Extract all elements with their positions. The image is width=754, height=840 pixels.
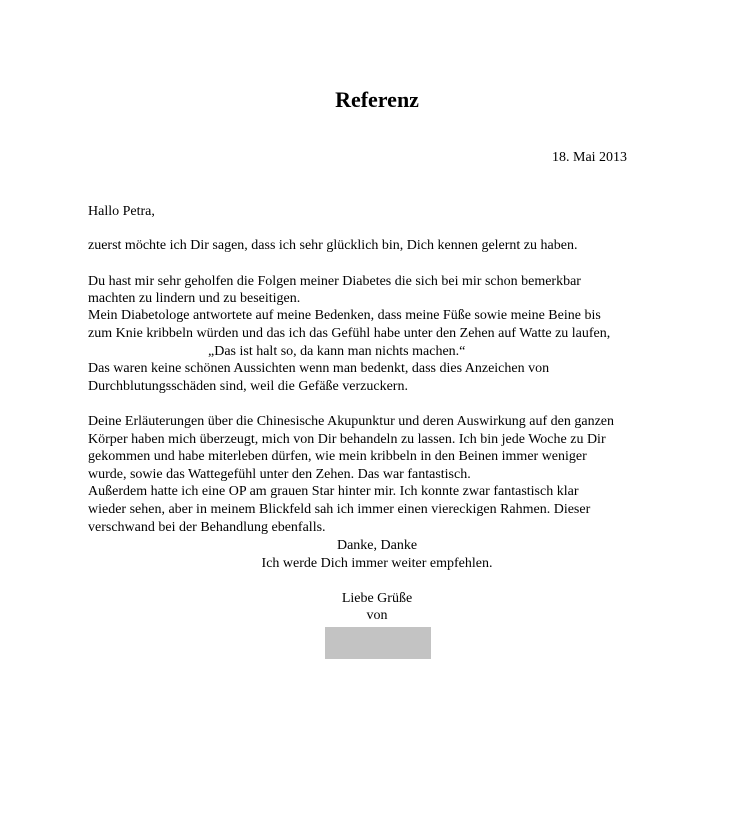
paragraph-2-line-4: zum Knie kribbeln würden und das ich das Gefühl habe unter den Zehen auf Watte zu laufen, [88, 326, 611, 341]
doctor-quote: „Das ist halt so, da kann man nichts machen.“ [208, 344, 466, 359]
paragraph-3-line-3: gekommen und habe miterleben dürfen, wie mein kribbeln in den Beinen immer weniger [88, 449, 587, 464]
greeting: Hallo Petra, [88, 204, 155, 219]
paragraph-3-line-7: verschwand bei der Behandlung ebenfalls. [88, 520, 326, 535]
closing-regards: Liebe Grüße [341, 591, 413, 606]
redacted-signature [325, 627, 431, 659]
intro-paragraph: zuerst möchte ich Dir sagen, dass ich sehr glücklich bin, Dich kennen gelernt zu haben. [88, 238, 578, 253]
paragraph-2-line-7: Durchblutungsschäden sind, weil die Gefäße verzuckern. [88, 379, 408, 394]
document-title: Referenz [335, 87, 419, 112]
paragraph-3-line-5: Außerdem hatte ich eine OP am grauen Star hinter mir. Ich konnte zwar fantastisch klar [88, 484, 579, 499]
paragraph-3-line-6: wieder sehen, aber in meinem Blickfeld sah ich immer einen viereckigen Rahmen. Dieser [88, 502, 591, 517]
paragraph-2-line-2: machten zu lindern und zu beseitigen. [88, 291, 301, 306]
paragraph-3-line-2: Körper haben mich überzeugt, mich von Dir behandeln zu lassen. Ich bin jede Woche zu Dir [88, 432, 606, 447]
paragraph-3-line-1: Deine Erläuterungen über die Chinesische Akupunktur und deren Auswirkung auf den ganzen [88, 414, 615, 429]
paragraph-2-line-6: Das waren keine schönen Aussichten wenn man bedenkt, dass dies Anzeichen von [88, 361, 550, 376]
paragraph-3-line-4: wurde, sowie das Wattegefühl unter den Zehen. Das war fantastisch. [88, 467, 471, 482]
paragraph-2-line-1: Du hast mir sehr geholfen die Folgen meiner Diabetes die sich bei mir schon bemerkbar [88, 274, 581, 289]
letter-date: 18. Mai 2013 [552, 150, 628, 165]
closing-recommend: Ich werde Dich immer weiter empfehlen. [261, 556, 493, 571]
paragraph-2-line-3: Mein Diabetologe antwortete auf meine Bedenken, dass meine Füße sowie meine Beine bis [88, 308, 601, 323]
closing-from: von [366, 608, 388, 623]
closing-thanks: Danke, Danke [336, 538, 418, 553]
